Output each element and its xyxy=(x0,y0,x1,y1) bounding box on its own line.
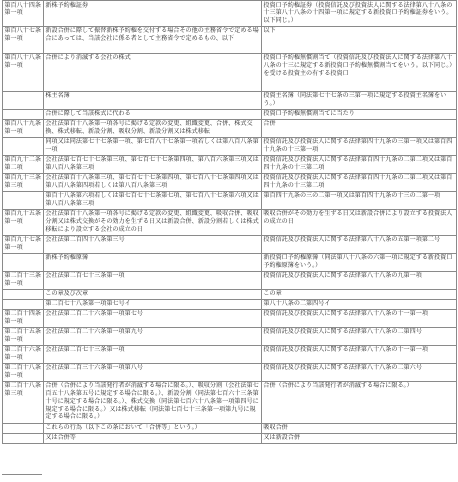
table-row xyxy=(3,299,457,309)
table-row xyxy=(3,26,457,53)
replacement-text-cell: 投資口予約権証券（投資信託及び投資法人に関する法律第八十八条の十三第八十八条の十四第一項に規定する新投資口予約権証券をいう。以下同じ。） xyxy=(262,1,457,27)
table-row xyxy=(3,209,457,235)
replaced-text-cell: 会社法第二百三十六条第一項第八号 xyxy=(44,363,262,381)
article-cell: 第百九十七条第一項 xyxy=(3,235,44,253)
replacement-text-cell: 投資主名簿（同法第七十七条の三第一項に規定する投資主名簿をいう。） xyxy=(262,91,457,109)
table-row xyxy=(3,173,457,191)
table-row xyxy=(3,423,457,433)
replacement-text-cell: 新投資口予約権原簿（同法第八十八条の六第一項に規定する新投資口予約権原簿をいう。） xyxy=(262,253,457,271)
replacement-text-cell: 投資信託及び投資法人に関する法律第八十八条の二第四号 xyxy=(262,327,457,345)
law-replacement-table xyxy=(2,0,457,444)
replacement-text-cell: 以下 xyxy=(262,26,457,53)
table-row xyxy=(3,345,457,363)
replaced-text-cell: 会社法第百十八条第三項、第七百七十七条第四項、第七百八十七条第四項又は第八百八条第四項若しくは第八百八条第三項 xyxy=(44,173,262,191)
table-row xyxy=(3,91,457,109)
article-cell: 第百八十七条第一項 xyxy=(3,26,44,53)
replaced-text-cell: 株主名簿 xyxy=(44,91,262,109)
article-cell: 第百九十三条第三項 xyxy=(3,173,44,191)
replaced-text-cell: 又は合併等 xyxy=(44,433,262,443)
article-cell xyxy=(3,191,44,209)
replaced-text-cell: 会社法第二百七十三条第一項 xyxy=(44,271,262,289)
article-cell xyxy=(3,423,44,433)
article-cell: 第二百十八条第一項 xyxy=(3,363,44,381)
table-row xyxy=(3,271,457,289)
table-row xyxy=(3,191,457,209)
table-row xyxy=(3,119,457,137)
table-row xyxy=(3,327,457,345)
page-bottom-rule xyxy=(2,474,42,475)
table-row xyxy=(3,1,457,27)
table-row xyxy=(3,433,457,443)
table-row xyxy=(3,109,457,119)
replaced-text-cell: 新株予約権原簿 xyxy=(44,253,262,271)
replaced-text-cell: 新設合併に際して振替新株予約権を交付する場合その他の主務省令で定める場合にあっては、当該会社に係る者として主務省令で定めるもの、以下 xyxy=(44,26,262,53)
replaced-text-cell: 会社法第二百二十六条第一項第九号 xyxy=(44,327,262,345)
replacement-text-cell: 第百四十九条の三の二第一項又は第百四十九条の十三の二第一項 xyxy=(262,191,457,209)
replaced-text-cell: 合併により消滅する会社の株式 xyxy=(44,53,262,91)
replacement-text-cell: 合併 xyxy=(262,119,457,137)
table-row xyxy=(3,53,457,91)
replaced-text-cell: 会社法第二百七十三条第一項 xyxy=(44,345,262,363)
replacement-text-cell: 投資信託及び投資法人に関する法律第八十八条の十一第一項 xyxy=(262,345,457,363)
article-cell xyxy=(3,433,44,443)
replaced-text-cell: 合併（合併により当該発行者が消滅する場合に限る。）、吸収分割（会社法第七百五十八条第五号に規定する場合に限る。）、新設分割（同法第七百六十三条第十号に規定する場合に限る。）、株式交換（同法第七百六十八条第一項第四号に規定する場合に限る。）又は株式移転（同法第七百七十三条第一項第九号に規定する場合に限る。） xyxy=(44,381,262,423)
replaced-text-cell: 第百十八条第六項若しくは第七百七十七条第七項、第七百八十七条第六項又は第八百八条第三項 xyxy=(44,191,262,209)
replacement-text-cell: 投資信託及び投資法人に関する法律第八十八条の九第一項 xyxy=(262,271,457,289)
replaced-text-cell: 同項又は同法第七十七条第一項、第七百八十七条第一項若しくは第八百八条第一項 xyxy=(44,137,262,155)
replacement-text-cell: 投資信託及び投資法人に関する法律第八十八条の十一第一項 xyxy=(262,309,457,327)
replacement-text-cell: 又は新設合併 xyxy=(262,433,457,443)
replacement-text-cell: この章 xyxy=(262,289,457,299)
table-row xyxy=(3,381,457,423)
article-cell: 第二百十五条第一項 xyxy=(3,327,44,345)
replacement-text-cell: 投資信託及び投資法人に関する法律第八十八条の五第一項第二号 xyxy=(262,235,457,253)
article-cell: 第二百十三条第一項 xyxy=(3,271,44,289)
table-row xyxy=(3,235,457,253)
replacement-text-cell: 投資信託及び投資法人に関する法律第百四十九条の二第二項又は第百四十九条の十三第二項 xyxy=(262,173,457,191)
replaced-text-cell: 新株予約権証券 xyxy=(44,1,262,27)
article-cell xyxy=(3,91,44,109)
replaced-text-cell: 会社法第七百七十七条第三項、第七百七十七条第四項、第八百六条第三項又は第八百八条第三項 xyxy=(44,155,262,173)
article-cell: 第百九十二条第二項 xyxy=(3,155,44,173)
replaced-text-cell: これらの行為（以下この条において「合併等」という。） xyxy=(44,423,262,433)
replacement-text-cell: 投資信託及び投資法人に関する法律第八十八条の二第六号 xyxy=(262,363,457,381)
article-cell: 第二百十四条第一項 xyxy=(3,309,44,327)
table-row xyxy=(3,137,457,155)
replaced-text-cell: 第二百七十八条第一項第七号イ xyxy=(44,299,262,309)
article-cell xyxy=(3,109,44,119)
replaced-text-cell: 会社法第百十八条第一項各号に掲げる定款の変更、組織変更、合併、株式交換、株式移転、新設分割、吸収分割、新設分割又は株式移転 xyxy=(44,119,262,137)
article-cell xyxy=(3,289,44,299)
table-row xyxy=(3,309,457,327)
replacement-text-cell: 吸収合併がその効力を生ずる日又は新設合併により設立する投資法人の成立の日 xyxy=(262,209,457,235)
table-row xyxy=(3,289,457,299)
replaced-text-cell: 会社法第二百四十八条第三号 xyxy=(44,235,262,253)
article-cell xyxy=(3,253,44,271)
replacement-text-cell: 吸収合併 xyxy=(262,423,457,433)
replaced-text-cell: 会社法第百十八条第一項各号に掲げる定款の変更、組織変更、吸収合併、吸収分割又は株式交換がその効力を生ずる日又は新設合併、新設分割若しくは株式移転により設立する会社の成立の日 xyxy=(44,209,262,235)
replaced-text-cell: この章及び次章 xyxy=(44,289,262,299)
article-cell: 第百八十八条第一項 xyxy=(3,53,44,91)
replacement-text-cell: 投資信託及び投資法人に関する法律第四十九条の三第一項又は第百四十九条の十三第一項 xyxy=(262,137,457,155)
replacement-text-cell: 合併（合併により当該発行者が消滅する場合に限る。） xyxy=(262,381,457,423)
replaced-text-cell: 会社法第二百二十六条第一項第七号 xyxy=(44,309,262,327)
article-cell xyxy=(3,299,44,309)
replacement-text-cell: 第八十八条の二第四号イ xyxy=(262,299,457,309)
article-cell xyxy=(3,137,44,155)
table-row xyxy=(3,155,457,173)
replacement-text-cell: 投資口予約権無償割当て（投資信託及び投資法人に関する法律第八十八条の十三に規定する新投資口予約権無償割当てをいう。以下同じ。）を受ける投資主の有する投資口 xyxy=(262,53,457,91)
table-row xyxy=(3,363,457,381)
article-cell: 第二百十八条第三項 xyxy=(3,381,44,423)
article-cell: 第百八十四条第一項 xyxy=(3,1,44,27)
replacement-text-cell: 投資信託及び投資法人に関する法律第百四十九条の二第二項又は第百四十九条の十三第二項 xyxy=(262,155,457,173)
replacement-text-cell: 投資口予約権無償割当てに当たり xyxy=(262,109,457,119)
table-row xyxy=(3,253,457,271)
article-cell: 第百九十五条第一項 xyxy=(3,209,44,235)
replaced-text-cell: 合併に際して当該株式に代わる xyxy=(44,109,262,119)
article-cell: 第百八十九条第一項 xyxy=(3,119,44,137)
article-cell: 第二百十六条第一項 xyxy=(3,345,44,363)
